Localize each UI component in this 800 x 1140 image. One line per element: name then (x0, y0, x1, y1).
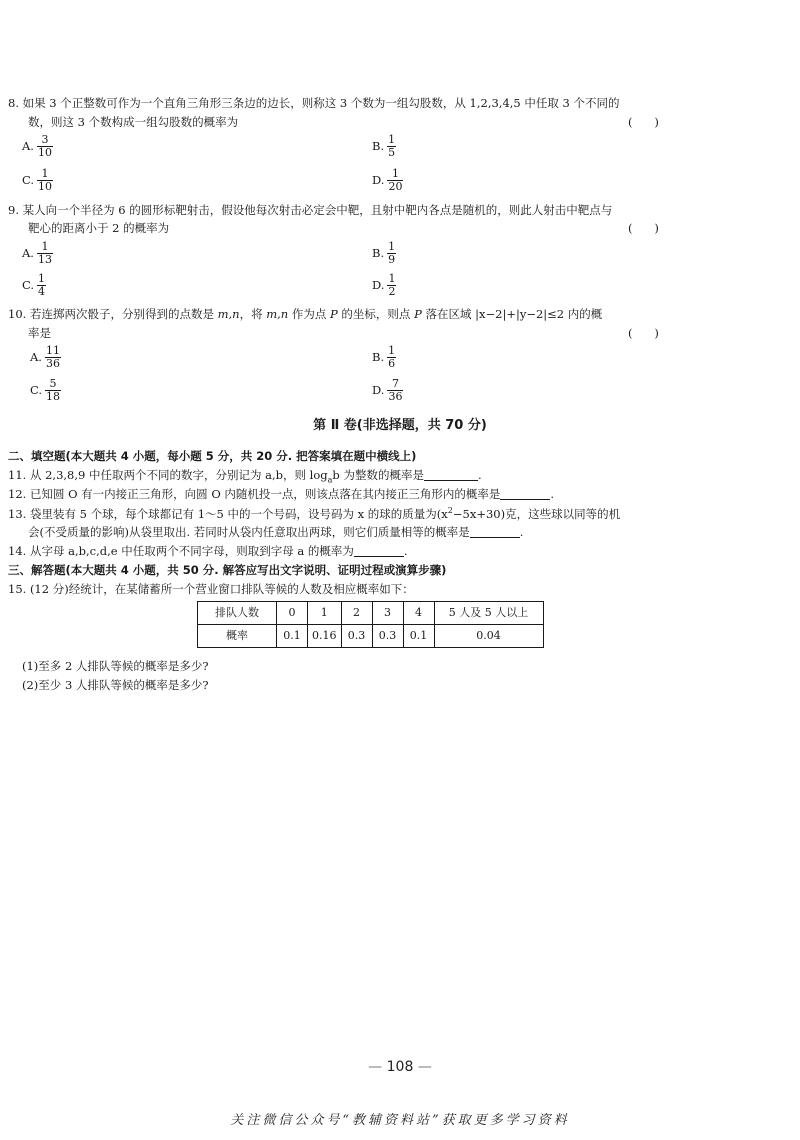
page-number (0, 1057, 800, 1077)
denominator: 4 (38, 285, 46, 299)
q11-log-base: a (327, 475, 333, 485)
table-cell: 1 (308, 602, 342, 625)
table-cell: 0.3 (372, 625, 403, 648)
fraction (37, 134, 53, 159)
page-number-value: 108 (386, 1059, 414, 1075)
option-letter: A. (30, 350, 42, 365)
denominator: 20 (388, 180, 403, 194)
fraction (37, 241, 53, 266)
numerator: 1 (388, 344, 396, 357)
denominator: 36 (45, 357, 60, 371)
table-cell: 0.04 (434, 625, 543, 648)
q12-text: 12. 已知圆 O 有一内接正三角形，向圆 O 内随机投一点，则该点落在其内接正三角形内的概率是 (8, 487, 501, 501)
q14-text: 14. 从字母 a,b,c,d,e 中任取两个不同字母，则取到字母 a 的概率为 (8, 544, 354, 558)
q9-option-b (372, 241, 396, 266)
numerator: 1 (388, 240, 396, 253)
option-letter: A. (22, 246, 34, 261)
fraction (387, 378, 403, 403)
q10-var-mn: m,n (217, 307, 240, 321)
q10-var-p: P (330, 307, 338, 321)
q11-period: . (477, 468, 482, 482)
numerator: 1 (388, 133, 396, 146)
option-letter: C. (22, 173, 35, 188)
q8-answer-paren: ( ) (628, 115, 659, 129)
q13-line1 (8, 505, 620, 523)
q10-line1 (8, 306, 602, 323)
table-cell: 排队人数 (198, 602, 277, 625)
denominator: 18 (46, 390, 61, 404)
q14-period: . (403, 544, 408, 558)
q10-text-a: 10. 若连掷两次骰子，分别得到的点数是 (8, 307, 214, 321)
q13-superscript: 2 (447, 506, 453, 515)
table-cell: 0.3 (341, 625, 372, 648)
page-number-dash: — (368, 1059, 383, 1075)
table-cell: 0.16 (308, 625, 342, 648)
q9-option-d (372, 273, 396, 298)
fraction (387, 134, 396, 159)
q10-var-mn: m,n (266, 307, 289, 321)
q12-line (8, 486, 554, 503)
q13-text-a: 13. 袋里装有 5 个球，每个球都记有 1～5 中的一个号码，设号码为 x 的球的质量为(x (8, 506, 448, 521)
q10-var-p: P (414, 307, 422, 321)
q9-option-c (22, 273, 46, 298)
q10-option-a (30, 345, 61, 370)
q10-option-d (372, 378, 403, 403)
q14-line (8, 543, 408, 560)
q10-text-b: ，将 (239, 307, 263, 321)
table-cell: 4 (403, 602, 434, 625)
table-cell: 5 人及 5 人以上 (434, 602, 543, 625)
fraction (387, 168, 403, 193)
answer-heading: 三、解答题(本大题共 4 小题，共 50 分. 解答应写出文字说明、证明过程或演算步骤) (8, 563, 447, 577)
numerator: 1 (388, 272, 396, 285)
option-letter: B. (372, 139, 385, 154)
numerator: 1 (41, 167, 49, 180)
q15-sub2: (2)至少 3 人排队等候的概率是多少? (22, 678, 209, 692)
q13-text-c: 会(不受质量的影响)从袋里取出. 若同时从袋内任意取出两球，则它们质量相等的概率是 (28, 525, 470, 539)
fraction (45, 345, 61, 370)
numerator: 1 (38, 272, 46, 285)
q14-blank[interactable] (354, 544, 404, 557)
table-cell: 2 (341, 602, 372, 625)
q9-line2: 靶心的距离小于 2 的概率为 (28, 221, 170, 235)
q10-line2: 率是 (28, 326, 51, 340)
queue-probability-table (197, 601, 544, 648)
denominator: 2 (388, 285, 396, 299)
fraction (37, 273, 46, 298)
denominator: 10 (38, 180, 53, 194)
q13-line2 (28, 524, 523, 541)
table-row (198, 625, 544, 648)
q15-line: 15. (12 分)经统计，在某储蓄所一个营业窗口排队等候的人数及相应概率如下： (8, 582, 414, 596)
denominator: 9 (388, 253, 396, 267)
denominator: 5 (388, 146, 396, 160)
q11-text-b: b 为整数的概率是 (332, 468, 424, 482)
q8-option-c (22, 168, 53, 193)
q13-blank[interactable] (470, 525, 520, 538)
table-cell: 0.1 (277, 625, 308, 648)
q9-option-a (22, 241, 53, 266)
q11-text-a: 11. 从 2,3,8,9 中任取两个不同的数字，分别记为 a,b，则 log (8, 468, 328, 482)
numerator: 3 (41, 133, 49, 146)
option-letter: C. (30, 383, 43, 398)
numerator: 1 (391, 167, 399, 180)
fraction (37, 168, 53, 193)
numerator: 7 (391, 377, 399, 390)
numerator: 11 (45, 344, 60, 357)
q11-blank[interactable] (424, 468, 478, 481)
option-letter: D. (372, 383, 385, 398)
table-cell: 0.1 (403, 625, 434, 648)
q10-text-d: 的坐标，则点 (341, 307, 411, 321)
option-letter: D. (372, 173, 385, 188)
fill-heading: 二、填空题(本大题共 4 小题，每小题 5 分，共 20 分. 把答案填在题中横线上) (8, 449, 417, 463)
denominator: 6 (388, 357, 396, 371)
q15-sub1: (1)至多 2 人排队等候的概率是多少? (22, 659, 209, 673)
q8-line2: 数，则这 3 个数构成一组勾股数的概率为 (28, 115, 239, 129)
numerator: 5 (49, 377, 57, 390)
fraction (387, 241, 396, 266)
q8-option-a (22, 134, 53, 159)
q10-text-e: 落在区域 |x−2|+|y−2|≤2 内的概 (425, 307, 603, 321)
section-2-title: 第 Ⅱ 卷(非选择题，共 70 分) (313, 418, 487, 433)
table-cell: 概率 (198, 625, 277, 648)
option-letter: D. (372, 278, 385, 293)
q9-answer-paren: ( ) (628, 221, 659, 235)
q8-option-d (372, 168, 403, 193)
q8-line1: 8. 如果 3 个正整数可作为一个直角三角形三条边的边长，则称这 3 个数为一组勾股数，从 1,2,3,4,5 中任取 3 个不同的 (8, 96, 620, 110)
option-letter: A. (22, 139, 34, 154)
option-letter: B. (372, 246, 385, 261)
q11-line (8, 467, 482, 486)
fraction (387, 345, 396, 370)
q13-text-b: −5x+30)克，这些球以同等的机 (452, 506, 621, 521)
option-letter: C. (22, 278, 35, 293)
fraction (387, 273, 396, 298)
footer-watermark: 关注微信公众号“教辅资料站”获取更多学习资料 (230, 1113, 570, 1128)
numerator: 1 (41, 240, 49, 253)
q12-blank[interactable] (500, 487, 550, 500)
table-row (198, 602, 544, 625)
denominator: 13 (37, 253, 52, 267)
q10-option-c (30, 378, 61, 403)
q12-period: . (550, 487, 555, 501)
q9-line1: 9. 某人向一个半径为 6 的圆形标靶射击，假设他每次射击必定会中靶，且射中靶内各点是随机的，则此人射击中靶点与 (8, 203, 613, 217)
fraction (45, 378, 61, 403)
denominator: 10 (37, 146, 52, 160)
q10-answer-paren: ( ) (628, 326, 659, 340)
q10-option-b (372, 345, 396, 370)
q13-period: . (519, 525, 524, 539)
option-letter: B. (372, 350, 385, 365)
q10-text-c: 作为点 (291, 307, 327, 321)
table-cell: 3 (372, 602, 403, 625)
q8-option-b (372, 134, 396, 159)
page-number-dash: — (417, 1059, 432, 1075)
denominator: 36 (388, 390, 403, 404)
table-cell: 0 (277, 602, 308, 625)
